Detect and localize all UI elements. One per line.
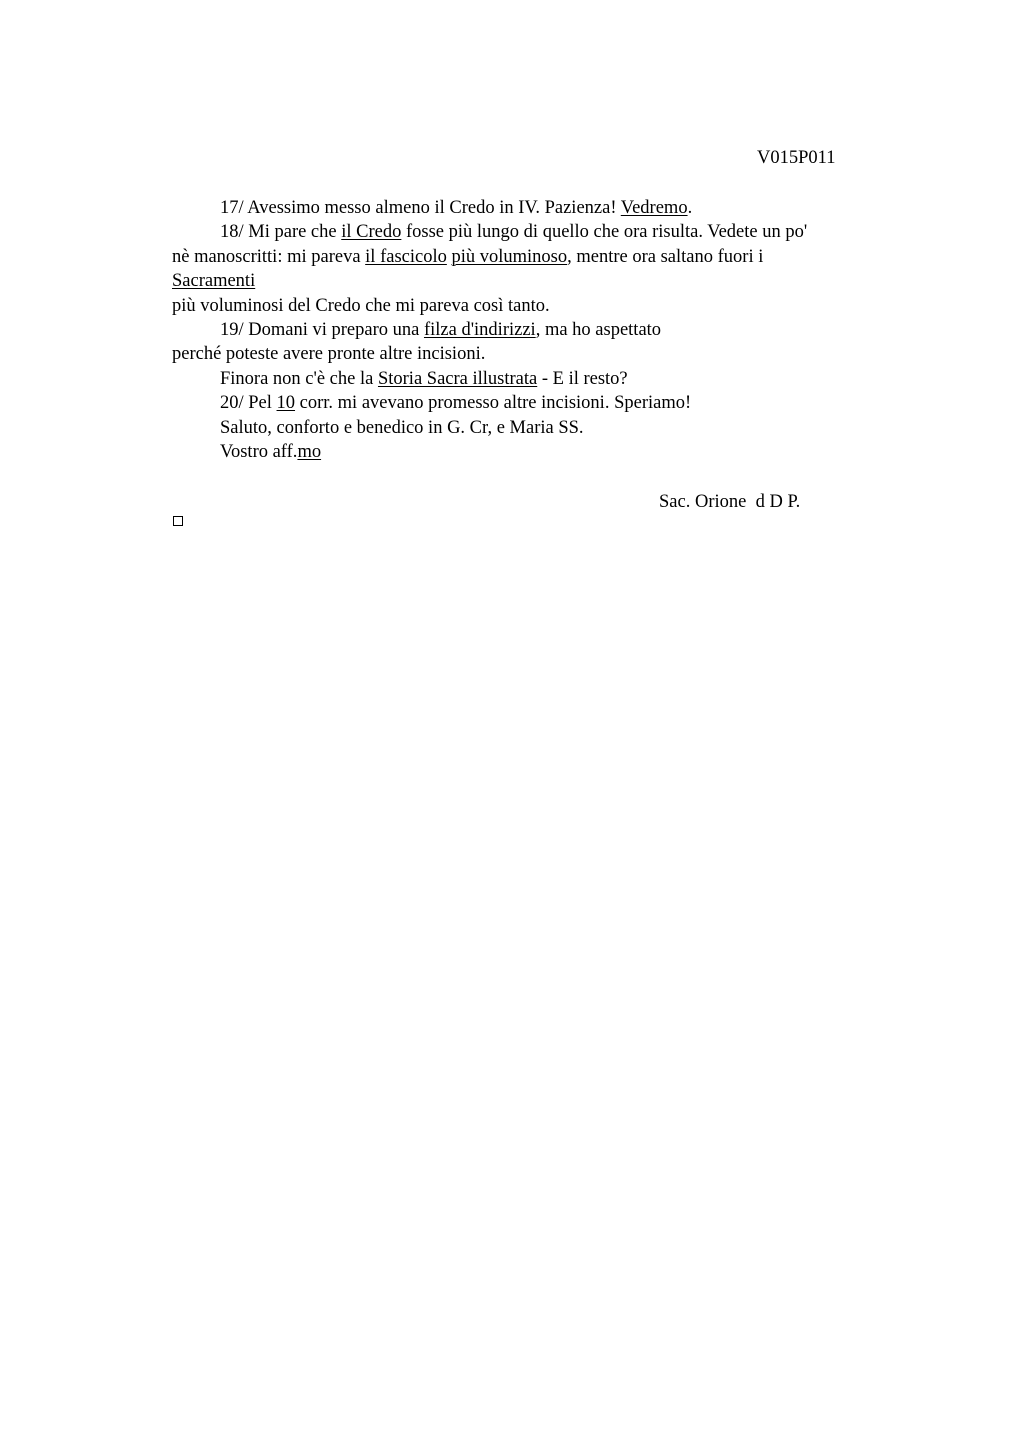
paragraph-18-line-2-text: nè manoscritti: mi pareva (172, 247, 366, 267)
paragraph-20 (220, 391, 691, 415)
paragraph-20-underlined-10: 10 (276, 393, 296, 413)
paragraph-18-line-3 (172, 269, 255, 293)
paragraph-19-line-1 (220, 318, 661, 342)
paragraph-19-line-1-text: 19/ Domani vi preparo una (220, 320, 424, 340)
paragraph-20-end: corr. mi avevano promesso altre incisioni. Speriamo! (295, 393, 692, 413)
paragraph-18-line-2-end: , mentre ora saltano fuori i (567, 247, 764, 267)
paragraph-19-underlined-storia-sacra: Storia Sacra illustrata (377, 369, 538, 389)
paragraph-18-line-1 (220, 220, 807, 244)
paragraph-18-underlined-il-credo: il Credo (341, 222, 402, 242)
closing-text: Vostro aff. (220, 442, 298, 462)
paragraph-18-line-1-end: fosse più lungo di quello che ora risulta. Vedete un po' (401, 222, 808, 242)
paragraph-18-line-4-text: più voluminosi del Credo che mi pareva così tanto. (172, 296, 550, 316)
paragraph-18-underlined-sacramenti: Sacramenti (172, 271, 256, 291)
page-identifier: V015P011 (757, 148, 836, 168)
paragraph-18-underlined-piu-voluminoso: più voluminoso (451, 247, 568, 267)
paragraph-20-text: 20/ Pel (220, 393, 277, 413)
paragraph-19-line-2 (172, 342, 485, 366)
paragraph-19-line-3-end: - E il resto? (537, 369, 628, 389)
signature: Sac. Orione d D P. (659, 492, 801, 512)
paragraph-19-line-2-text: perché poteste avere pronte altre incisioni. (172, 344, 486, 364)
greeting-text: Saluto, conforto e benedico in G. Cr, e Maria SS. (220, 418, 584, 438)
paragraph-19-line-1-end: , ma ho aspettato (535, 320, 662, 340)
paragraph-18-underlined-il-fascicolo: il fascicolo (365, 247, 447, 267)
paragraph-19-line-3 (220, 367, 628, 391)
square-outline-icon (173, 516, 183, 526)
paragraph-17-end: . (687, 198, 693, 218)
paragraph-17-text: 17/ Avessimo messo almeno il Credo in IV. Pazienza! (220, 198, 621, 218)
paragraph-19-underlined-filza: filza d'indirizzi (423, 320, 536, 340)
paragraph-17-underlined-vedremo: Vedremo (620, 198, 688, 218)
closing-underlined-mo: mo (297, 442, 322, 462)
paragraph-18-line-1-text: 18/ Mi pare che (220, 222, 342, 242)
closing-line (220, 440, 321, 464)
greeting-line (220, 416, 584, 440)
paragraph-18-line-4 (172, 294, 550, 318)
paragraph-18-line-2 (172, 245, 763, 269)
paragraph-19-line-3-text: Finora non c'è che la (220, 369, 378, 389)
paragraph-17 (220, 196, 692, 220)
